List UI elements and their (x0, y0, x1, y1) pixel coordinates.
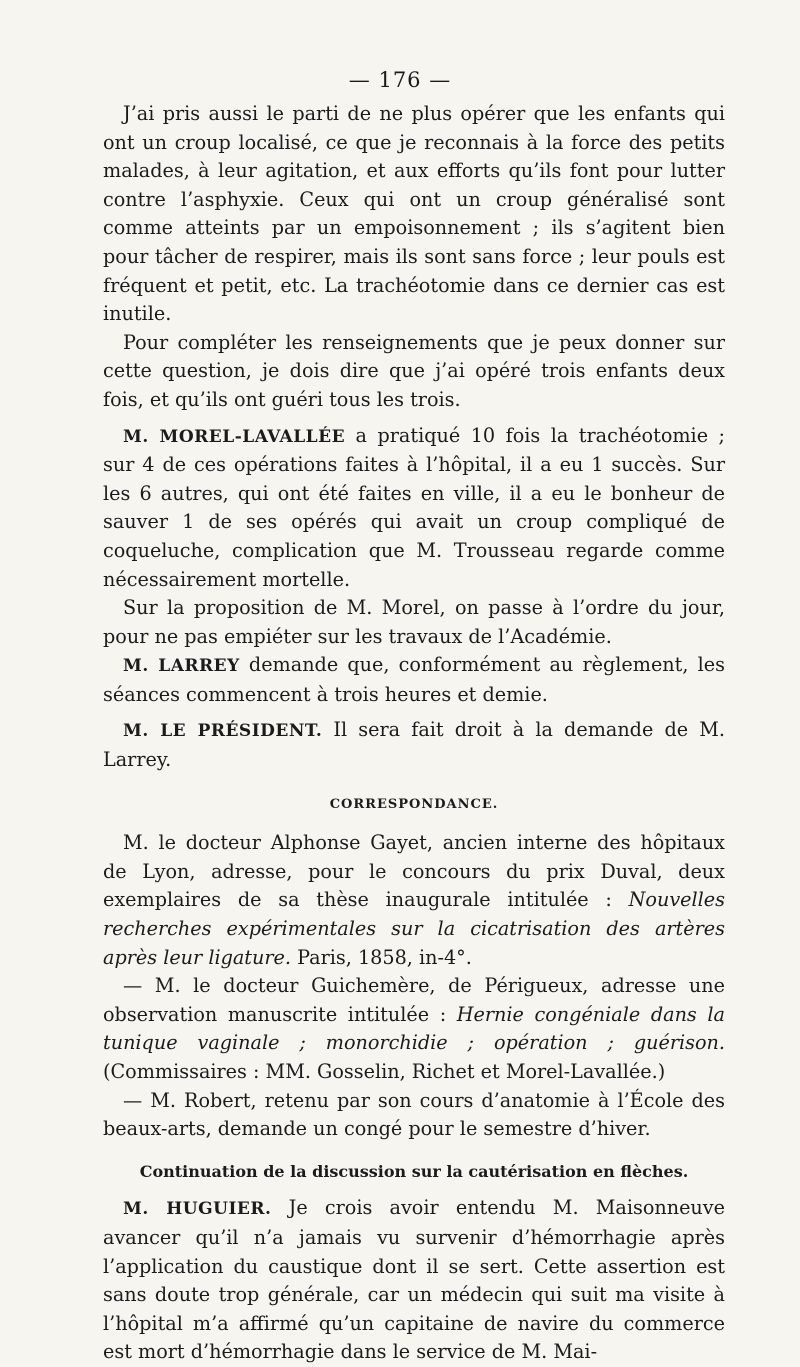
paragraph-gayet: M. le docteur Alphonse Gayet, ancien interne des hôpitaux de Lyon, adresse, pour le concours du prix Duval, deux exemplaires de sa thèse inaugurale intitulée : Nouvelles recherches expérimentales sur la cicatrisation des artères après leur ligature. Paris, 1858, in-4°. (103, 831, 725, 969)
page-number: — 176 — (348, 68, 452, 92)
thesis-title: Nouvelles recherches expérimentales sur la cicatrisation des artères après leur ligature. (103, 888, 725, 969)
body-text (103, 100, 725, 1367)
heading-correspondance: CORRESPONDANCE. (329, 796, 499, 812)
paragraph-morel-lavallee: M. MOREL-LAVALLÉE a pratiqué 10 fois la trachéotomie ; sur 4 de ces opérations faites à l’hôpital, il a eu 1 succès. Sur les 6 autres, qui ont été faites en ville, il a eu le bonheur de sauver 1 de ses opérés qui avait un croup compliqué de coqueluche, complication que M. Trousseau regarde comme nécessairement mortelle. (103, 423, 726, 591)
paragraph-larrey: M. LARREY demande que, conformément au règlement, les séances commencent à trois heures et demie. (103, 653, 725, 706)
paragraph-guichemere: — M. le docteur Guichemère, de Périgueux, adresse une observation manuscrite intitulée : Hernie congéniale dans la tunique vaginale ; monorchidie ; opération ; guérison. (Commissaires : MM. Gosselin, Richet et Morel-Lavallée.) (103, 974, 725, 1083)
paragraph-huguier: M. HUGUIER. Je crois avoir entendu M. Maisonneuve avancer qu’il n’a jamais vu survenir d’hémorrhagie après l’application du caustique dont il se sert. Cette assertion est sans doute trop générale, car un médecin qui suit ma visite à l’hôpital m’a affirmé qu’un capitaine de navire du commerce est mort d’hémorrhagie dans le service de M. Mai- (103, 1196, 725, 1364)
speaker-name: M. LE PRÉSIDENT. (123, 721, 323, 742)
speaker-name: M. LARREY (123, 656, 240, 677)
speaker-name: M. MOREL-LAVALLÉE (123, 426, 346, 447)
paragraph-renseignements: Pour compléter les renseignements que je peux donner sur cette question, je dois dire que j’ai opéré trois enfants deux fois, et qu’ils ont guéri tous les trois. (103, 330, 725, 411)
paragraph-proposition-morel: Sur la proposition de M. Morel, on passe à l’ordre du jour, pour ne pas empiéter sur les travaux de l’Académie. (103, 596, 725, 648)
paragraph-croup-localise: J’ai pris aussi le parti de ne plus opérer que les enfants qui ont un croup localisé, ce que je reconnais à la force des petits malades, à leur agitation, et aux efforts qu’ils font pour lutter contre l’asphyxie. Ceux qui ont un croup généralisé sont comme atteints par un empoisonnement ; ils s’agitent bien pour tâcher de respirer, mais ils sont sans force ; leur pouls est fréquent et petit, etc. La trachéotomie dans ce dernier cas est inutile. (103, 102, 725, 326)
paragraph-robert: — M. Robert, retenu par son cours d’anatomie à l’École des beaux-arts, demande un congé pour le semestre d’hiver. (103, 1088, 725, 1141)
observation-title: Hernie congéniale dans la tunique vaginale ; monorchidie ; opération ; guérison. (103, 1002, 725, 1055)
paragraph-president: M. LE PRÉSIDENT. Il sera fait droit à la demande de M. Larrey. (103, 718, 725, 772)
heading-continuation: Continuation de la discussion sur la cautérisation en flèches. (139, 1161, 689, 1181)
speaker-name: M. HUGUIER. (123, 1199, 272, 1220)
